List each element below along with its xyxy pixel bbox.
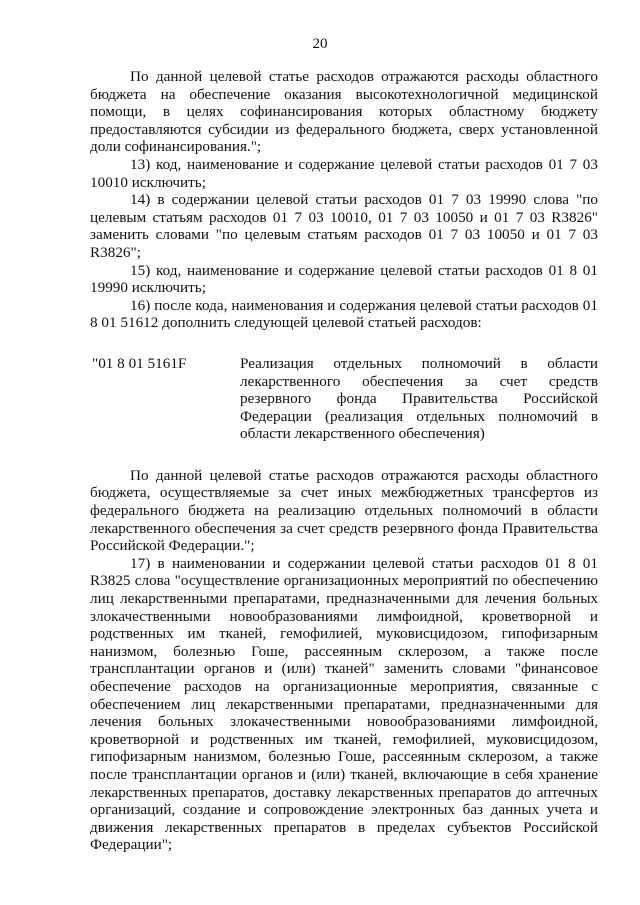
paragraph-expense-description-1: По данной целевой статье расходов отражаются расходы областного бюджета на обеспечение оказания высокотехнологичной медицинской помощи, в целях софинансирования которых областному бюджету предоставляются субсидии из федерального бюджета, сверх установленной доли софинансирования."; <box>90 68 598 156</box>
paragraph-expense-description-2: По данной целевой статье расходов отражаются расходы областного бюджета, осуществляемые за счет иных межбюджетных трансфертов из федерального бюджета на реализацию отдельных полномочий в области лекарственного обеспечения за счет средств резервного фонда Правительства Российской Федерации."; <box>90 466 598 555</box>
list-item-15: 15) код, наименование и содержание целевой статьи расходов 01 8 01 19990 исключить; <box>90 261 598 297</box>
document-body <box>90 68 598 854</box>
list-item-14: 14) в содержании целевой статьи расходов 01 7 03 19990 слова "по целевым статьям расходов 01 7 03 10010, 01 7 03 10050 и 01 7 03 R3826" заменить словами "по целевым статьям расходов 01 7 03 10050 и 01 7 03 R3826"; <box>90 191 598 261</box>
expense-code-description: Реализация отдельных полномочий в области лекарственного обеспечения за счет средств резервного фонда Правительства Российской Федерации (реализация отдельных полномочий в области лекарственного обеспечения) <box>240 354 598 443</box>
page-number: 20 <box>312 36 328 52</box>
expense-code: "01 8 01 5161F <box>92 354 187 372</box>
list-item-17: 17) в наименовании и содержании целевой статьи расходов 01 8 01 R3825 слова "осуществление организационных мероприятий по обеспечению лиц лекарственными препаратами, предназначенными для лечения больных злокачественными новообразованиями лимфоидной, кроветворной и родственных им тканей, гемофилией, муковисцидозом, гипофизарным нанизмом, болезнью Гоше, рассеянным склерозом, а также после трансплантации органов и (или) тканей" заменить словами "финансовое обеспечение расходов на организационные мероприятия, связанные с обеспечением лиц лекарственными препаратами, предназначенными для лечения больных злокачественными новообразованиями лимфоидной, кроветворной и родственных им тканей, гемофилией, муковисцидозом, гипофизарным нанизмом, болезнью Гоше, рассеянным склерозом, а также после трансплантации органов и (или) тканей, включающие в себя хранение лекарственных препаратов, доставку лекарственных препаратов до аптечных организаций, создание и сопровождение электронных баз данных учета и движения лекарственных препаратов в пределах субъектов Российской Федерации"; <box>90 554 598 854</box>
expense-code-entry <box>90 355 598 443</box>
list-item-16: 16) после кода, наименования и содержания целевой статьи расходов 01 8 01 51612 дополнить следующей целевой статьей расходов: <box>90 296 598 332</box>
list-item-13: 13) код, наименование и содержание целевой статьи расходов 01 7 03 10010 исключить; <box>90 155 598 191</box>
